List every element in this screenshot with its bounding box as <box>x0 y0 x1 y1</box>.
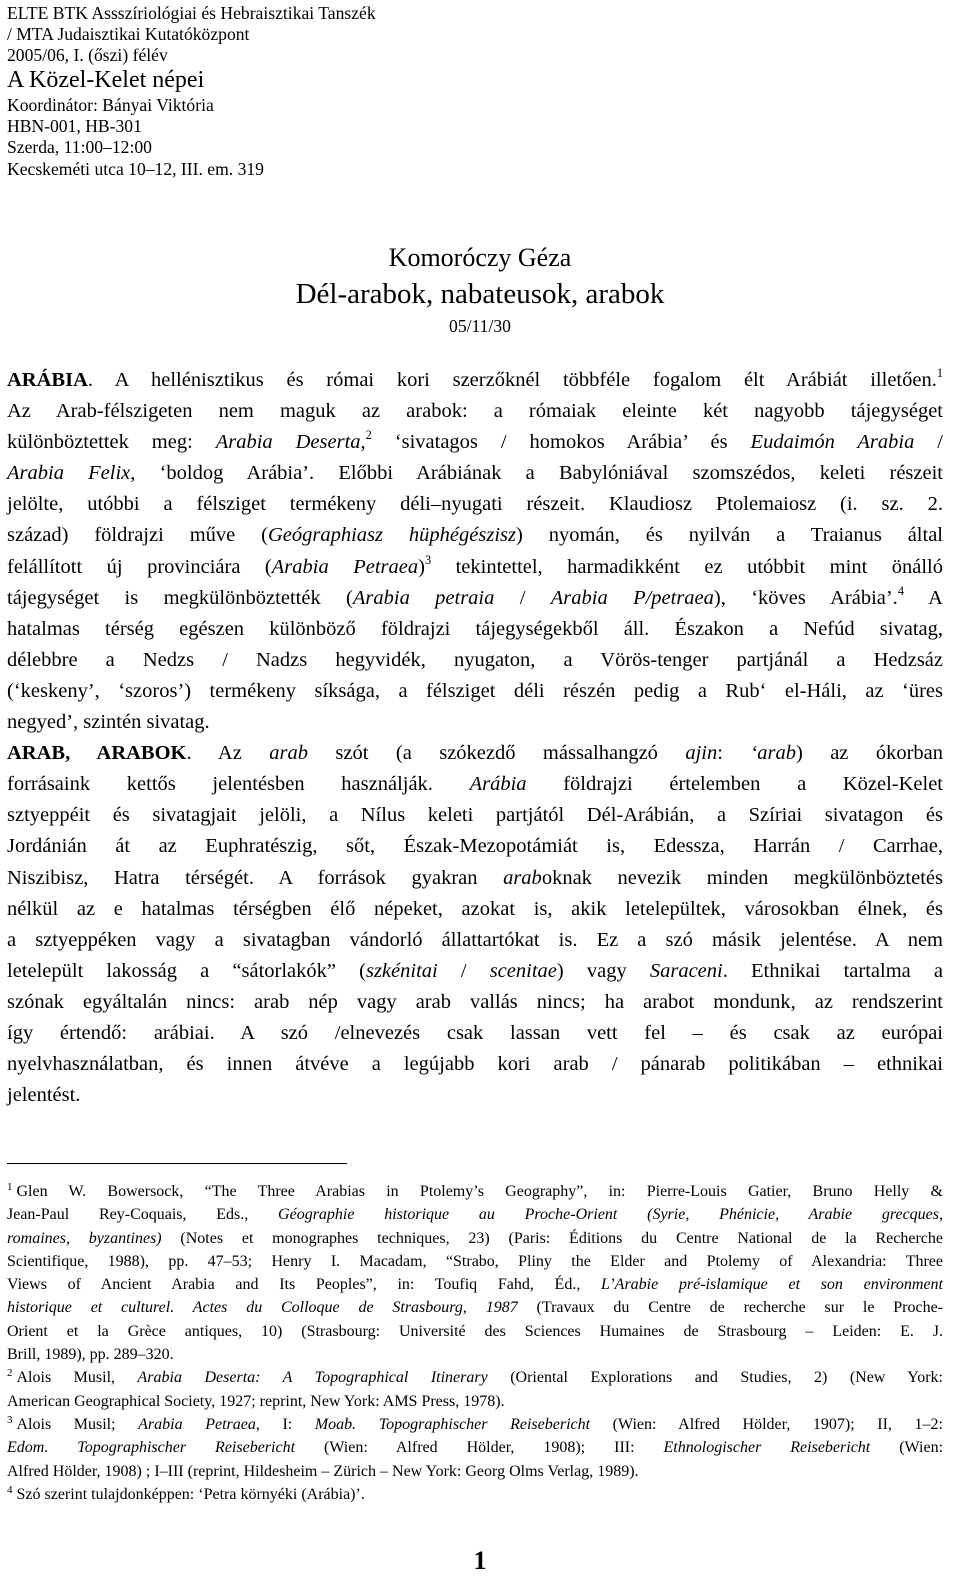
text-line: ARAB, ARABOK. Az arab szót (a szókezdő mássalhangzó ajin: ‘arab) az ókorban <box>7 742 944 765</box>
text-line: $^2$ Alois Musil, Arabia Deserta: A Topographical Itinerary (Oriental Explorations and Studies, 2) (New York: <box>7 1367 944 1387</box>
footnote-rule <box>7 1163 347 1164</box>
footnote-number: 1 <box>7 1181 13 1193</box>
text-line: $^1$ Glen W. Bowersock, “The Three Arabias in Ptolemy’s Geography”, in: Pierre-Louis Gatier, Bruno Helly & <box>7 1181 943 1200</box>
header-line: Koordinátor: Bányai Viktória <box>7 95 214 116</box>
footnotes <box>7 1180 943 1506</box>
lecture-title: Dél-arabok, nabateusok, arabok <box>295 278 665 310</box>
text-line: Jordánián át az Euphratészig, sőt, Észak-Mezopotámiát is, Edessza, Harrán / Carrhae, <box>7 835 943 858</box>
header-line: Kecskeméti utca 10–12, III. em. 319 <box>7 158 264 179</box>
header-line: HBN-001, HB-301 <box>7 116 142 137</box>
text-line: (‘keskeny’, ‘szoros’) termékeny síksága, a félsziget déli részén pedig a Rub‘ el-Háli, az ‘üres <box>7 679 943 702</box>
header-line: 2005/06, I. (őszi) félév <box>7 45 168 66</box>
footnote-number: 3 <box>7 1413 13 1426</box>
body-text <box>7 365 943 1111</box>
header-line: ELTE BTK Assszíriológiai és Hebraisztikai Tanszék <box>7 3 376 23</box>
footnote-marker: 2 <box>365 428 372 443</box>
text-line: Orient et la Grèce antiques, 10) (Strasbourg: Université des Sciences Humaines de Strasbourg – Leiden: E. J. <box>7 1322 943 1340</box>
page-number: 1 <box>473 1546 487 1575</box>
header-line: Szerda, 11:00–12:00 <box>7 137 152 158</box>
text-line: nyelvhasználatban, és innen átvéve a legújabb kori arab / pánarab politikában – ethnikai <box>7 1053 943 1076</box>
text-line: délebbre a Nedzs / Nadzs hegyvidék, nyugaton, a Vörös-tenger partjánál a Hedzsáz <box>7 648 943 671</box>
text-line: Brill, 1989), pp. 289–320. <box>7 1346 174 1364</box>
text-line: $^3$ Alois Musil; Arabia Petraea, I: Moab. Topographischer Reisebericht (Wien: Alfred Hölder, 1907); II, 1–2: <box>7 1413 943 1433</box>
course-title: A Közel-Kelet népei <box>7 67 205 94</box>
text-line: American Geographical Society, 1927; reprint, New York: AMS Press, 1978). <box>7 1392 505 1410</box>
footnote-marker: 3 <box>424 552 432 567</box>
text-line: Az Arab-félszigeten nem maguk az arabok: a rómaiak eleinte két nagyobb tájegységet <box>7 400 943 423</box>
text-line: szónak egyáltalán nincs: arab nép vagy arab vallás nincs; ha arabot mondunk, az rendszerint <box>7 990 943 1013</box>
lecture-date: 05/11/30 <box>449 316 511 336</box>
text-line: nélkül az e hatalmas térségben élő népeket, azokat is, akik letelepültek, városokban élnek, és <box>7 897 943 920</box>
text-line: Niszibisz, Hatra térségét. A források gyakran araboknak nevezik minden megkülönböztetés <box>7 866 943 889</box>
footnote-marker: 4 <box>897 583 904 598</box>
lecture-author: Komoróczy Géza <box>388 243 572 272</box>
text-line: különböztettek meg: Arabia Deserta,$^2$ ‘sivatagos / homokos Arábia’ és Eudaimón Arabia / <box>7 428 944 454</box>
text-line: jelölte, utóbbi a félsziget termékeny déli–nyugati részeit. Klaudiosz Ptolemaiosz (i. sz. 2. <box>7 493 943 516</box>
text-line: felállított új provinciára (Arabia Petraea)$^3$ tekintettel, harmadikként ez utóbbit mint önálló <box>7 552 944 578</box>
header-line: / MTA Judaisztikai Kutatóközpont <box>7 24 250 45</box>
text-line: hatalmas térség egészen különböző földrajzi tájegységekből áll. Északon a Nefúd sivatag, <box>7 617 943 640</box>
text-line: század) földrajzi műve (Geógraphiasz hüphégészisz) nyomán, és nyilván a Traianus által <box>7 524 943 547</box>
text-line: historique et culturel. Actes du Colloque de Strasbourg, 1987 (Travaux du Centre de recherche sur le Proche- <box>7 1299 944 1317</box>
text-line: Jean-Paul Rey-Coquais, Eds., Géographie historique au Proche-Orient (Syrie, Phénicie, Arabie grecques, <box>7 1206 944 1224</box>
text-line: így értendő: arábiai. A szó /elnevezés csak lassan vett fel – és csak az európai <box>7 1021 943 1044</box>
text-line: Scientifique, 1988), pp. 47–53; Henry I. Macadam, “Strabo, Pliny the Elder and Ptolemy of Alexandria: Three <box>7 1252 943 1270</box>
text-line: a sztyeppéken vagy a sivatagban vándorló állattartókat is. Ez a szó másik jelentése. A nem <box>7 928 943 951</box>
text-line: Arabia Felix, ‘boldog Arábia’. Előbbi Arábiának a Babylóniával szomszédos, keleti részeit <box>7 462 943 485</box>
text-line: tájegységet is megkülönböztették (Arabia petraia / Arabia P/petraea), ‘köves Arábia’.$^4$ A <box>7 583 943 609</box>
text-line: ARÁBIA. A hellénisztikus és római kori szerzőknél többféle fogalom élt Arábiát illetően.$^1$ <box>7 365 943 391</box>
text-line: Alfred Hölder, 1908) ; I–III (reprint, Hildesheim – Zürich – New York: Georg Olms Verlag, 1989). <box>7 1462 639 1480</box>
text-line: letelepült lakosság a “sátorlakók” (szkénitai / scenitae) vagy Saraceni. Ethnikai tartalma a <box>7 959 943 982</box>
text-line: Views of Ancient Arabia and Its Peoples”, in: Toufiq Fahd, Éd., L’Arabie pré-islamique et son environment <box>7 1276 943 1294</box>
text-line: jelentést. <box>7 1084 81 1107</box>
text-line: $^4$ Szó szerint tulajdonképpen: ‘Petra környéki (Arábia)’. <box>7 1483 365 1503</box>
text-line: sztyeppéit és sivatagjait jelöli, a Nílus keleti partjától Dél-Arábián, a Szíriai sivatagon és <box>7 804 943 827</box>
footnote-number: 2 <box>7 1367 13 1380</box>
text-line: forrásaink kettős jelentésben használják. Arábia földrajzi értelemben a Közel-Kelet <box>7 773 944 796</box>
course-header <box>7 3 376 180</box>
text-line: Edom. Topographischer Reisebericht (Wien: Alfred Hölder, 1908); III: Ethnologischer Reisebericht (Wien: <box>7 1439 944 1457</box>
text-line: romaines, byzantines) (Notes et monographes techniques, 23) (Paris: Éditions du Centre National de la Recherche <box>7 1229 943 1247</box>
footnote-marker: 1 <box>936 365 943 380</box>
footnote-number: 4 <box>7 1483 13 1496</box>
text-line: negyed’, szintén sivatag. <box>7 711 210 734</box>
